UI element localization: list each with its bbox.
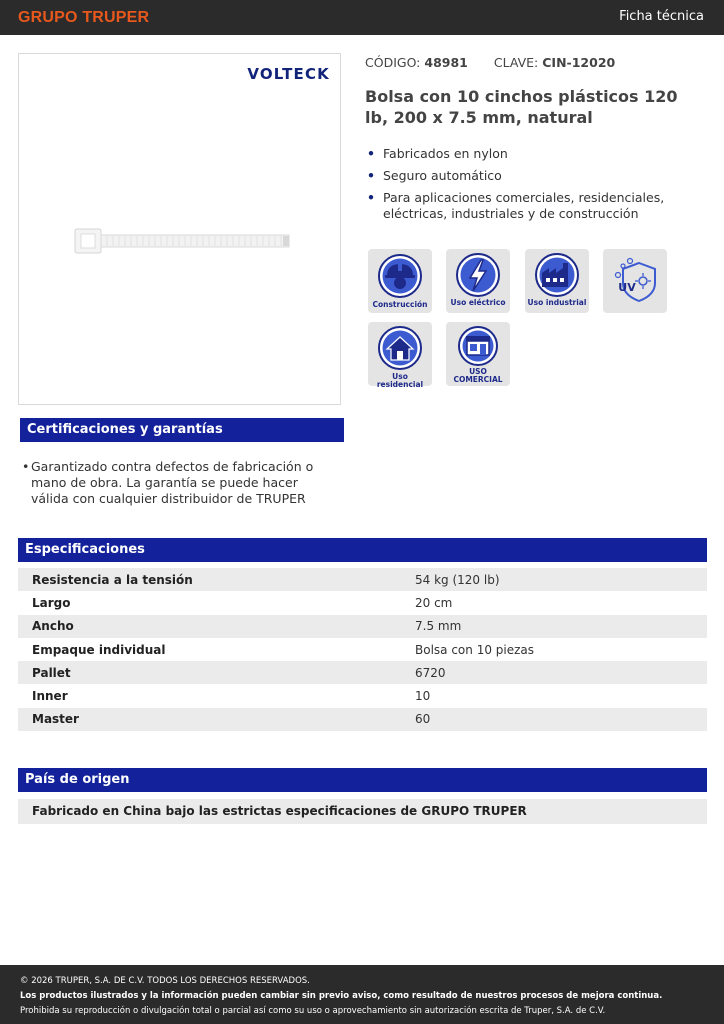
spec-label: Empaque individual	[32, 642, 166, 657]
use-icon-construction	[368, 249, 432, 313]
origin-text: Fabricado en China bajo las estrictas especificaciones de GRUPO TRUPER	[18, 799, 707, 824]
spec-value: Bolsa con 10 piezas	[415, 642, 535, 657]
table-row	[18, 615, 707, 638]
data-sheet-label: Ficha técnica	[619, 9, 704, 24]
cable-tie-image	[71, 226, 293, 256]
footer-notice: Los productos ilustrados y la información pueden cambiar sin previo aviso, como resultado de nuestros procesos de mejora continua.	[20, 991, 663, 1001]
product-title: Bolsa con 10 cinchos plásticos 120 lb, 200 x 7.5 mm, natural	[365, 87, 678, 127]
key-label: CLAVE:	[493, 55, 539, 70]
use-label: Uso residencial	[376, 372, 424, 389]
use-icon-residential	[368, 322, 432, 389]
spec-label: Resistencia a la tensión	[18, 568, 415, 591]
use-label: USO COMERCIAL	[453, 367, 503, 384]
feature-item: • Para aplicaciones comerciales, residenciales, eléctricas, industriales y de construcción	[365, 190, 695, 222]
feature-item: • Fabricados en nylon	[365, 146, 695, 162]
specifications-heading: Especificaciones	[18, 538, 707, 562]
feature-list	[365, 146, 695, 228]
spec-label: Inner	[32, 689, 68, 704]
footer	[0, 965, 724, 1024]
product-image	[18, 53, 341, 405]
spec-label: Largo	[32, 595, 71, 610]
use-icon-industrial	[525, 249, 589, 313]
table-row	[18, 684, 707, 707]
use-label: Uso eléctrico	[450, 298, 506, 307]
key-value: CIN-12020	[542, 55, 616, 70]
use-label: Uso industrial	[527, 298, 587, 307]
top-bar	[0, 0, 724, 35]
volteck-logo: VOLTECK	[247, 65, 330, 83]
code-label: CÓDIGO:	[365, 55, 421, 70]
spec-value: 10	[415, 689, 431, 704]
product-code-line	[365, 55, 615, 70]
footer-legal: Prohibida su reproducción o divulgación total o parcial así como su uso o aprovechamiento sin autorización escrita de Truper, S.A. de C.V.	[20, 1006, 606, 1016]
guarantee-body: Garantizado contra defectos de fabricación o mano de obra. La garantía se puede hacer válida con cualquier distribuidor de TRUPER	[31, 459, 314, 506]
feature-item: • Seguro automático	[365, 168, 695, 184]
use-icon-uv	[603, 249, 667, 313]
spec-table	[18, 568, 707, 731]
guarantee-text	[22, 459, 332, 507]
spec-value: 7.5 mm	[415, 615, 707, 638]
table-row	[18, 591, 707, 614]
spec-value: 20 cm	[415, 595, 453, 610]
table-row	[18, 568, 707, 591]
spec-label: Master	[18, 708, 415, 731]
footer-copyright: © 2026 TRUPER, S.A. DE C.V. TODOS LOS DERECHOS RESERVADOS.	[20, 976, 310, 986]
certifications-heading: Certificaciones y garantías	[20, 418, 344, 442]
use-icon-commercial	[446, 322, 510, 386]
spec-value: 54 kg (120 lb)	[415, 568, 707, 591]
uv-label: UV	[618, 281, 636, 294]
use-label: Construcción	[372, 300, 428, 309]
brand-logo[interactable]: GRUPO TRUPER	[18, 9, 150, 26]
spec-value: 60	[415, 708, 707, 731]
use-icon-electric	[446, 249, 510, 313]
table-row	[18, 661, 707, 684]
spec-value: 6720	[415, 661, 707, 684]
spec-label: Ancho	[18, 615, 415, 638]
table-row	[18, 708, 707, 731]
spec-label: Pallet	[18, 661, 415, 684]
guarantee-bullet: •	[22, 459, 30, 474]
table-row	[18, 638, 707, 661]
code-value: 48981	[424, 55, 468, 70]
origin-heading: País de origen	[18, 768, 707, 792]
